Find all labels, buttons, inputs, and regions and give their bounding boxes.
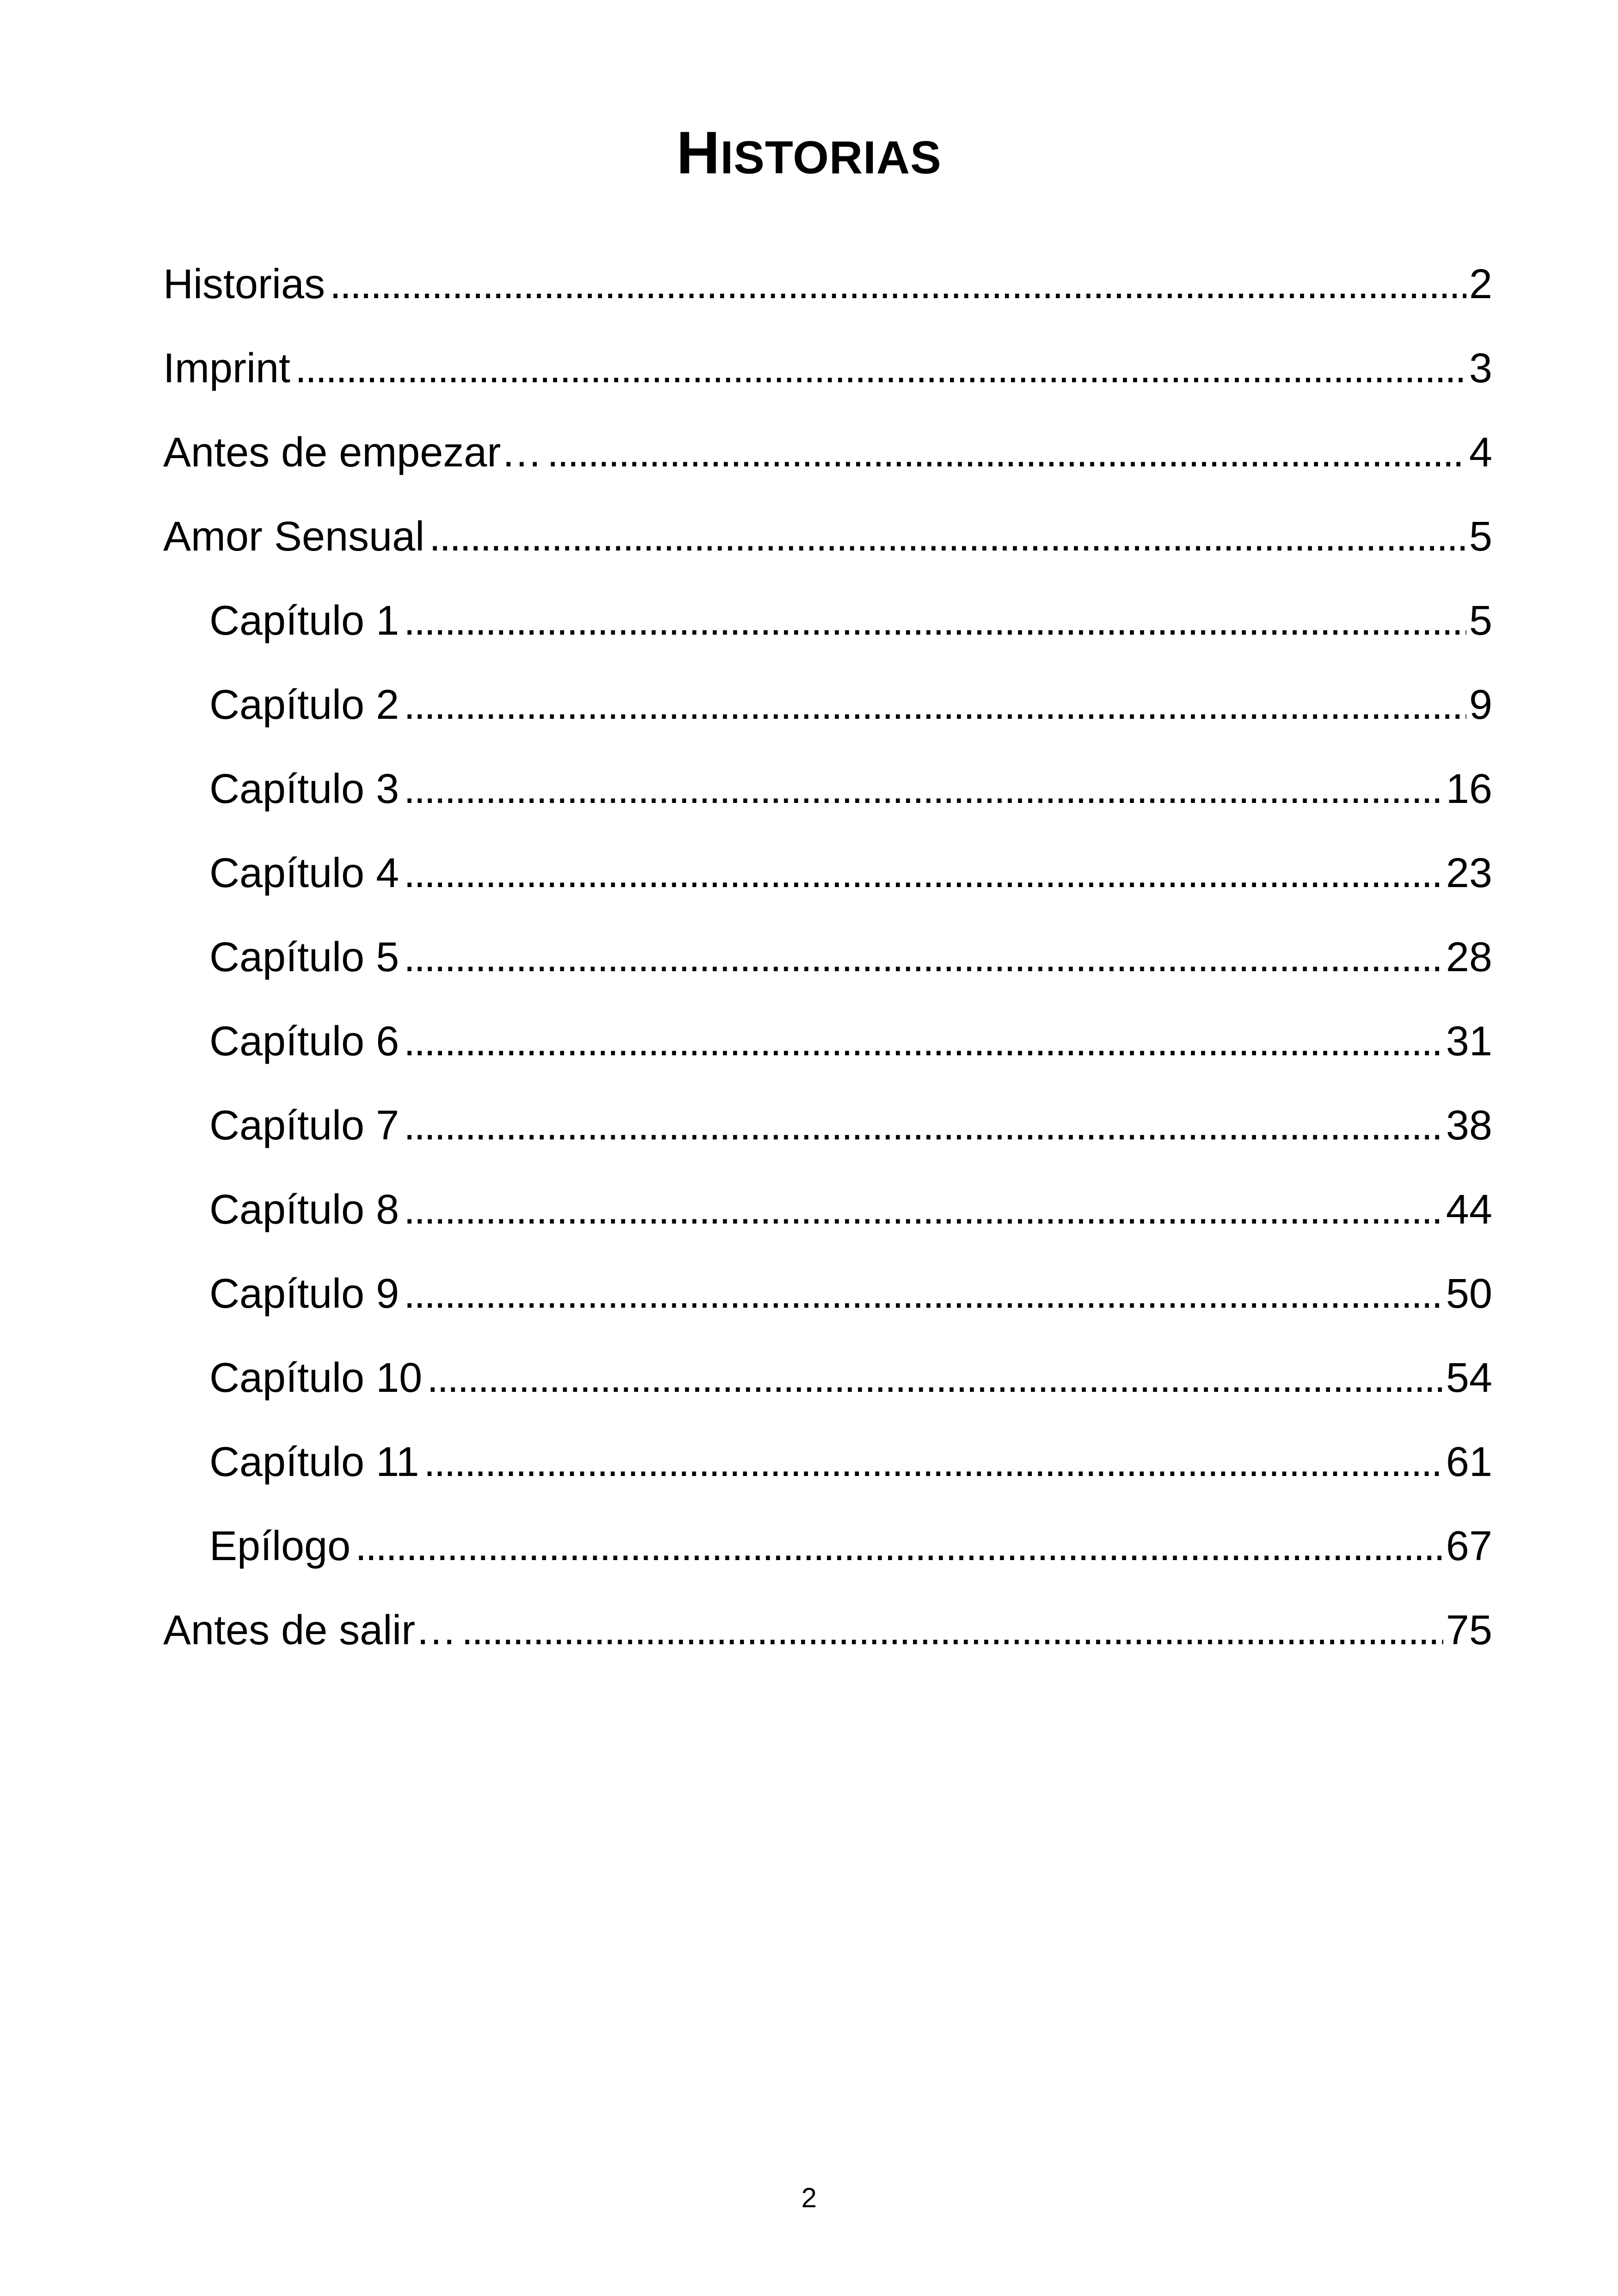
toc-entry-title: Capítulo 10 — [209, 1355, 423, 1401]
toc-entry-title: Antes de salir… — [163, 1607, 457, 1653]
toc-dot-leader — [404, 1180, 1443, 1240]
toc-entry[interactable] — [163, 927, 1492, 1011]
toc-entry-title: Capítulo 1 — [209, 598, 399, 644]
toc-entry-title: Capítulo 8 — [209, 1187, 399, 1233]
toc-dot-leader — [404, 759, 1443, 819]
toc-entry[interactable] — [163, 1348, 1492, 1432]
toc-entry-page: 4 — [1469, 429, 1492, 476]
toc-entry-page: 44 — [1446, 1187, 1492, 1233]
toc-entry-page: 5 — [1469, 598, 1492, 644]
toc-entry-page: 3 — [1469, 345, 1492, 392]
toc-entry-title: Capítulo 6 — [209, 1018, 399, 1065]
toc-entry-page: 2 — [1469, 261, 1492, 307]
toc-dot-leader — [295, 338, 1466, 398]
page-title-rest: ISTORIAS — [720, 132, 942, 184]
toc-dot-leader — [427, 1348, 1443, 1408]
toc-entry-page: 31 — [1446, 1018, 1492, 1065]
toc-entry-page: 16 — [1446, 766, 1492, 812]
toc-entry-page: 75 — [1446, 1607, 1492, 1653]
toc-entry-title: Capítulo 2 — [209, 682, 399, 728]
toc-entry-title: Capítulo 11 — [209, 1439, 419, 1485]
toc-dot-leader — [404, 1011, 1443, 1071]
page-title — [0, 118, 1618, 192]
toc-dot-leader — [404, 591, 1466, 651]
toc-entry[interactable] — [163, 1011, 1492, 1096]
toc-dot-leader — [404, 1096, 1443, 1156]
toc-entry[interactable] — [163, 1432, 1492, 1516]
toc-entry-page: 5 — [1469, 514, 1492, 560]
toc-entry-title: Capítulo 3 — [209, 766, 399, 812]
toc-dot-leader — [404, 675, 1466, 735]
toc-entry-page: 54 — [1446, 1355, 1492, 1401]
toc-entry-page: 9 — [1469, 682, 1492, 728]
page-number: 2 — [801, 2182, 817, 2213]
toc-entry-title: Epílogo — [209, 1523, 351, 1569]
toc-entry-page: 23 — [1446, 850, 1492, 896]
page-title-initial: H — [676, 119, 721, 186]
toc-dot-leader — [404, 843, 1443, 903]
toc-dot-leader — [330, 254, 1466, 314]
toc-entry-page: 61 — [1446, 1439, 1492, 1485]
toc-entry[interactable] — [163, 1516, 1492, 1600]
table-of-contents — [163, 254, 1492, 1684]
toc-entry-title: Historias — [163, 261, 325, 307]
toc-entry[interactable] — [163, 422, 1492, 507]
toc-entry[interactable] — [163, 843, 1492, 927]
toc-entry[interactable] — [163, 1096, 1492, 1180]
toc-entry[interactable] — [163, 338, 1492, 422]
toc-entry[interactable] — [163, 591, 1492, 675]
toc-entry-page: 67 — [1446, 1523, 1492, 1569]
toc-entry-title: Imprint — [163, 345, 291, 392]
toc-dot-leader — [547, 422, 1466, 483]
toc-entry[interactable] — [163, 1600, 1492, 1684]
toc-entry[interactable] — [163, 1264, 1492, 1348]
toc-entry-title: Antes de empezar… — [163, 429, 543, 476]
toc-entry-title: Capítulo 7 — [209, 1102, 399, 1149]
toc-entry-page: 50 — [1446, 1271, 1492, 1317]
toc-entry[interactable] — [163, 1180, 1492, 1264]
toc-dot-leader — [404, 1264, 1443, 1324]
toc-entry[interactable] — [163, 507, 1492, 591]
toc-dot-leader — [404, 927, 1443, 987]
toc-entry-page: 28 — [1446, 934, 1492, 980]
toc-entry-title: Capítulo 5 — [209, 934, 399, 980]
toc-dot-leader — [461, 1600, 1443, 1660]
toc-entry-page: 38 — [1446, 1102, 1492, 1149]
toc-dot-leader — [424, 1432, 1443, 1492]
toc-dot-leader — [429, 507, 1466, 567]
toc-entry[interactable] — [163, 759, 1492, 843]
toc-dot-leader — [355, 1516, 1443, 1576]
toc-entry[interactable] — [163, 254, 1492, 338]
toc-entry[interactable] — [163, 675, 1492, 759]
toc-entry-title: Capítulo 4 — [209, 850, 399, 896]
toc-entry-title: Amor Sensual — [163, 514, 425, 560]
toc-entry-title: Capítulo 9 — [209, 1271, 399, 1317]
